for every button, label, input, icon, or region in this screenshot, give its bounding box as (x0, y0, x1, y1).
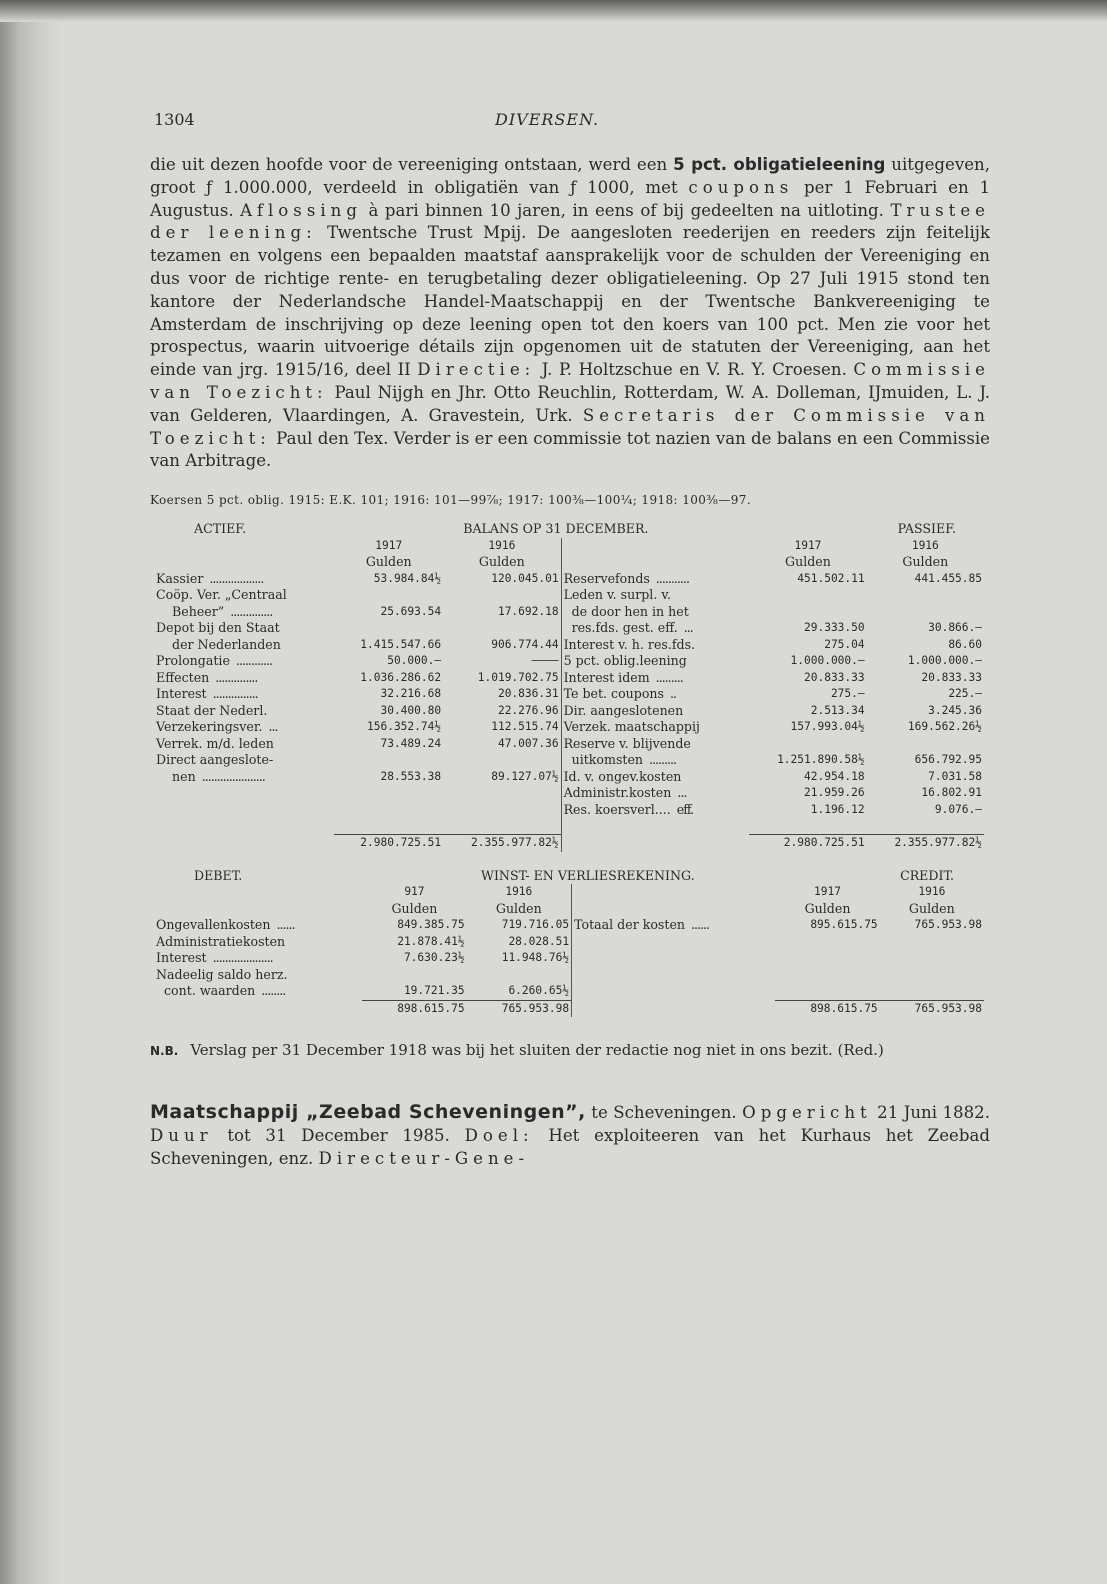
right-value-1916: 16.802.91 (921, 786, 982, 800)
row-label: Verzek. maatschappij (563, 719, 700, 735)
passief-title: PASSIEF. (897, 521, 956, 537)
unit-header: Gulden (908, 900, 955, 916)
table-row (154, 769, 984, 786)
text-run: 21 Juni 1882. (871, 1103, 991, 1123)
right-label (561, 686, 749, 703)
row-label: Interest v. h. res.fds. (563, 636, 696, 652)
unit-header-row (154, 901, 984, 918)
right-value-1917 (775, 967, 879, 984)
right-value-1917 (749, 818, 866, 835)
left-value-1917: 30.400.80 (380, 703, 442, 717)
left-label (154, 653, 334, 670)
left-value-1917: 21.878.41½ (397, 934, 465, 948)
left-value-1917: 19.721.35 (403, 984, 465, 998)
right-label (561, 571, 749, 588)
row-label: Coöp. Ver. „Centraal (156, 587, 287, 603)
row-label: Administr.kosten (563, 785, 672, 801)
left-value-1917 (334, 587, 443, 604)
left-value-1917: 25.693.54 (380, 604, 442, 618)
table-row (154, 670, 984, 687)
right-value-1917 (775, 983, 879, 1000)
year-header: 1916 (488, 538, 516, 552)
leader-dots: ... (677, 785, 687, 801)
year-header-row (154, 538, 984, 555)
text-run: à pari binnen 10 jaren, in eens of bij gedeelten na uitloting. (361, 200, 891, 220)
table-row (154, 686, 984, 703)
row-label: Staat der Nederl. (156, 702, 268, 718)
left-value-1916: 6.260.65½ (508, 984, 570, 998)
left-value-1917: 1.036.286.62 (360, 670, 442, 684)
left-value-1916: 11.948.76½ (501, 951, 570, 965)
table-row (154, 653, 984, 670)
table-row (154, 637, 984, 654)
leader-dots: ......... (655, 669, 683, 685)
profit-loss-rows (154, 917, 984, 1000)
right-value-1916 (867, 587, 984, 604)
right-value-1916: 30.866.— (928, 621, 982, 635)
table-row (154, 950, 984, 967)
left-value-1917 (334, 818, 443, 835)
total-value: 898.615.75 (775, 1000, 879, 1017)
row-label: de door hen in het (563, 603, 689, 619)
row-label: der Nederlanden (156, 636, 281, 652)
left-label (154, 571, 334, 588)
left-label (154, 934, 362, 951)
spaced-term: Secretaris der Commissie van Toezicht: (150, 405, 990, 448)
left-value-1916: 47.007.36 (497, 736, 559, 750)
right-label (561, 719, 749, 736)
left-label (154, 670, 334, 687)
right-value-1916 (880, 983, 984, 1000)
leader-dots: .................. (209, 570, 264, 586)
table-row (154, 934, 984, 951)
unit-header: Gulden (785, 554, 831, 570)
right-value-1916: 20.833.33 (921, 670, 982, 684)
left-value-1917: 32.216.68 (380, 687, 442, 701)
table-row (154, 719, 984, 736)
left-value-1916 (443, 802, 561, 819)
row-label: Totaal der kosten (574, 917, 686, 933)
koersen-line: Koersen 5 pct. oblig. 1915: E.K. 101; 1916: 101—99⅞; 1917: 100⅜—100¼; 1918: 100⅜—97. (150, 493, 752, 508)
row-label: 5 pct. oblig.leening (563, 653, 687, 669)
left-label (154, 736, 334, 753)
spaced-term: Commissie van Toezicht: (150, 360, 990, 402)
right-value-1917 (749, 604, 866, 621)
right-value-1916 (880, 934, 984, 951)
left-label (154, 703, 334, 720)
leader-dots: .............. (230, 603, 273, 619)
actief-title: ACTIEF. (194, 521, 247, 537)
right-label (561, 653, 749, 670)
right-value-1917 (775, 950, 879, 967)
row-label: cont. waarden (156, 983, 256, 999)
left-value-1916 (443, 587, 561, 604)
left-value-1917: 50.000.— (387, 654, 442, 668)
row-label: Kassier (156, 570, 204, 586)
row-label: Interest idem (563, 669, 650, 685)
right-value-1917: 29.333.50 (804, 621, 865, 635)
total-value: 2.355.977.82½ (867, 835, 984, 852)
right-value-1917 (749, 736, 866, 753)
right-value-1916 (867, 604, 984, 621)
unit-header: Gulden (804, 900, 851, 916)
right-label (572, 917, 776, 934)
text-run: Het exploiteeren van het Kurhaus het Zeebad Scheveningen, enz. (150, 1126, 990, 1169)
row-label: Verrek. m/d. leden (156, 735, 274, 751)
scan-shadow-left (0, 0, 62, 1584)
row-label: Reservefonds (563, 570, 650, 586)
left-value-1916: 1.019.702.75 (477, 670, 559, 684)
balance-rows (154, 571, 984, 835)
table-row (154, 752, 984, 769)
unit-header: Gulden (478, 554, 525, 570)
right-label (561, 818, 749, 835)
spaced-term: Doel: (464, 1126, 534, 1146)
right-value-1917: 2.513.34 (810, 703, 865, 717)
table-row (154, 785, 984, 802)
row-label: Direct aangeslote- (156, 752, 274, 768)
left-value-1917 (362, 967, 466, 984)
left-label (154, 637, 334, 654)
text-run: J. P. Holtzschue en V. R. Y. Croesen. (535, 360, 854, 380)
leader-dots: .............. (215, 669, 258, 685)
leader-dots: ............... (212, 686, 258, 702)
page-number: 1304 (154, 110, 195, 129)
right-value-1917: 1.251.890.58½ (777, 753, 865, 767)
left-value-1917: 849.385.75 (397, 918, 465, 932)
right-label (561, 587, 749, 604)
total-row (154, 835, 984, 852)
row-label: Ongevallenkosten (156, 917, 271, 933)
right-value-1916: 225.— (948, 687, 982, 701)
row-label: Res. koersverl.... (563, 801, 671, 817)
table-title-row (154, 868, 984, 885)
left-value-1916: 28.028.51 (508, 934, 570, 948)
left-label (154, 802, 334, 819)
leader-dots: ...... (691, 917, 710, 933)
row-label: Administratiekosten (156, 933, 286, 949)
table-row (154, 620, 984, 637)
right-value-1917: 275.— (830, 687, 865, 701)
unit-header: Gulden (902, 554, 949, 570)
table-row (154, 571, 984, 588)
total-value: 2.355.977.82½ (443, 835, 561, 852)
loan-title: 5 pct. obligatieleening (673, 155, 886, 174)
row-label: Effecten (156, 669, 210, 685)
total-value: 765.953.98 (880, 1000, 984, 1017)
total-value: 898.615.75 (362, 1000, 466, 1017)
left-value-1916: 22.276.96 (497, 703, 559, 717)
right-value-1917: 895.615.75 (810, 918, 878, 932)
row-label: Nadeelig saldo herz. (156, 966, 288, 982)
right-label (561, 802, 749, 819)
right-value-1917: 1.000.000.— (790, 654, 865, 668)
right-label (561, 769, 749, 786)
leader-dots: ......... (649, 752, 677, 768)
right-value-1916: 7.031.58 (928, 769, 982, 783)
right-value-1916: 3.245.36 (928, 703, 982, 717)
row-label: Beheer” (156, 603, 225, 619)
left-value-1916 (467, 967, 572, 984)
left-label (154, 587, 334, 604)
right-value-1916: 656.792.95 (914, 753, 982, 767)
year-header: 1916 (505, 885, 533, 899)
right-value-1916: 1.000.000.— (907, 654, 982, 668)
year-header: 1917 (814, 885, 841, 899)
right-value-1916 (880, 967, 984, 984)
left-value-1917: 73.489.24 (380, 736, 442, 750)
left-value-1917: 1.415.547.66 (360, 637, 442, 651)
year-header-row (154, 884, 984, 901)
right-value-1916: 86.60 (948, 637, 982, 651)
leader-dots: ...... (276, 917, 295, 933)
text-run: Paul Nijgh en Jhr. Otto Reuchlin, Rotterdam, W. A. Dolleman, IJmuiden, L. J. van Gelderen, Vlaardingen, A. Gravestein, Urk. (150, 382, 990, 425)
year-header: 1917 (794, 538, 822, 552)
left-label (154, 983, 362, 1000)
year-header: 917 (404, 885, 425, 899)
left-value-1916: ———— (531, 654, 559, 668)
spaced-term: Duur (150, 1126, 213, 1146)
table-row (154, 967, 984, 984)
winst-title: WINST- EN VERLIESREKENING. (481, 867, 695, 883)
spaced-term: Directie: (417, 360, 536, 380)
table-row (154, 983, 984, 1000)
running-header (150, 110, 990, 136)
leader-dots: ... (268, 719, 278, 735)
balance-sheet-table (154, 521, 984, 852)
row-label: Leden v. surpl. v. (563, 587, 671, 603)
right-value-1917 (749, 587, 866, 604)
row-label: Id. v. ongev.kosten (563, 768, 682, 784)
year-header: 1916 (911, 538, 939, 552)
table-row (154, 818, 984, 835)
table-title-row (154, 521, 984, 538)
leader-dots: ........ (261, 983, 286, 999)
left-label (154, 818, 334, 835)
row-label: uitkomsten (563, 752, 644, 768)
leader-dots: .. (670, 686, 677, 702)
profit-loss-table (154, 868, 984, 1018)
left-value-1917 (334, 785, 443, 802)
left-label (154, 917, 362, 934)
left-label (154, 620, 334, 637)
right-label (572, 983, 776, 1000)
right-value-1916 (867, 736, 984, 753)
credit-title: CREDIT. (900, 867, 954, 883)
left-value-1916: 17.692.18 (497, 604, 559, 618)
left-value-1916: 719.716.05 (501, 918, 570, 932)
left-label (154, 769, 334, 786)
table-row (154, 703, 984, 720)
nb-label: N.B. (150, 1044, 179, 1059)
right-value-1916: 9.076.— (934, 802, 982, 816)
right-value-1917: 21.959.26 (804, 786, 865, 800)
right-label (572, 967, 776, 984)
left-label (154, 604, 334, 621)
running-title: DIVERSEN. (495, 110, 600, 129)
right-label (561, 637, 749, 654)
left-value-1916 (443, 752, 561, 769)
text-run: uitgegeven, groot ƒ 1.000.000, verdeeld in obligatiën van ƒ 1000, met (150, 155, 991, 197)
text-run: per 1 Februari en 1 Augustus. (150, 177, 991, 220)
balans-title: BALANS OP 31 DECEMBER. (463, 521, 649, 537)
row-label: Te bet. coupons (563, 686, 665, 702)
left-value-1916 (443, 818, 561, 835)
spaced-term: Directeur-Gene- (318, 1149, 530, 1169)
year-header: 1917 (375, 538, 403, 552)
row-label: Depot bij den Staat (156, 620, 280, 636)
leader-dots: eff. (676, 801, 694, 817)
left-value-1916: 89.127.07½ (491, 769, 559, 783)
body-paragraph (150, 154, 990, 473)
row-label: Interest (156, 950, 207, 966)
unit-header: Gulden (495, 900, 542, 916)
next-section (150, 1101, 990, 1170)
right-value-1916: 169.562.26½ (907, 720, 982, 734)
left-value-1916 (443, 620, 561, 637)
right-label (572, 950, 776, 967)
left-label (154, 686, 334, 703)
right-value-1916: 765.953.98 (914, 918, 982, 932)
left-value-1917: 156.352.74½ (367, 720, 442, 734)
year-header: 1916 (918, 885, 946, 899)
right-value-1916: 441.455.85 (914, 571, 982, 585)
leader-dots: ............ (235, 653, 272, 669)
scan-shadow-top (0, 0, 1107, 22)
leader-dots: ... (683, 620, 693, 636)
left-label (154, 719, 334, 736)
company-heading: Maatschappij „Zeebad Scheveningen”, (150, 1101, 586, 1124)
right-value-1917: 42.954.18 (804, 769, 865, 783)
table-row (154, 736, 984, 753)
debet-title: DEBET. (194, 867, 243, 883)
right-label (561, 670, 749, 687)
total-row (154, 1000, 984, 1017)
total-value: 2.980.725.51 (749, 835, 866, 852)
nb-note (150, 1041, 990, 1061)
text-run: die uit dezen hoofde voor de vereeniging ontstaan, werd een (150, 155, 674, 174)
table-row (154, 917, 984, 934)
leader-dots: ..................... (201, 768, 265, 784)
left-value-1917 (334, 620, 443, 637)
right-label (561, 620, 749, 637)
left-value-1916: 20.836.31 (497, 687, 559, 701)
spaced-term: Trustee der leening: (150, 200, 990, 243)
left-value-1916: 120.045.01 (491, 571, 559, 585)
left-value-1917: 53.984.84½ (373, 571, 442, 585)
table-row (154, 604, 984, 621)
spaced-term: Aflossing (240, 200, 362, 220)
text-run: Twentsche Trust Mpij. De aangesloten reederijen en reeders zijn feitelijk tezamen en volgens een bepaalden maatstaf aansprakelijk voor de schulden der Vereeniging en dus voor de richtige rente- en terugbetaling dezer obligatieleening. Op 27 Juli 1915 stond ten kantore der Nederlandsche Handel-Maatschappij en der Twentsche Bankvereeniging te Amsterdam de inschrijving op deze leening open tot den koers van 100 pct. Men zie voor het prospectus, waarin uitvoerige détails zijn opgenomen uit de statuten der Vereeniging, aan het einde van jrg. 1915/16, deel II (150, 223, 990, 380)
left-value-1917 (334, 802, 443, 819)
table-row (154, 802, 984, 819)
right-value-1916 (880, 950, 984, 967)
right-label (572, 934, 776, 951)
right-value-1916 (867, 818, 984, 835)
left-label (154, 967, 362, 984)
table-row (154, 587, 984, 604)
spaced-term: coupons (688, 177, 794, 197)
row-label: nen (156, 768, 196, 784)
right-value-1917: 157.993.04½ (790, 720, 865, 734)
row-label: Reserve v. blijvende (563, 735, 691, 751)
left-value-1916: 112.515.74 (491, 720, 559, 734)
right-value-1917: 20.833.33 (804, 670, 865, 684)
text-run: te Scheveningen. (585, 1103, 743, 1123)
row-label: Interest (156, 686, 207, 702)
leader-dots: ........... (655, 570, 689, 586)
right-label (561, 703, 749, 720)
nb-text: Verslag per 31 December 1918 was bij het sluiten der redactie nog niet in ons bezit. (Red.) (190, 1041, 884, 1060)
spaced-term: Opgericht (742, 1103, 872, 1123)
text-run: tot 31 December 1985. (212, 1126, 465, 1146)
row-label: Verzekeringsver. (156, 719, 263, 735)
total-value: 765.953.98 (467, 1000, 572, 1017)
left-value-1916 (443, 785, 561, 802)
unit-header: Gulden (365, 554, 412, 570)
row-label: Dir. aangeslotenen (563, 702, 684, 718)
left-value-1917 (334, 752, 443, 769)
right-value-1917: 275.04 (824, 637, 865, 651)
text-run: Paul den Tex. Verder is er een commissie tot nazien van de balans en een Commissie van Arbitrage. (150, 428, 990, 471)
right-label (561, 604, 749, 621)
right-value-1917: 1.196.12 (810, 802, 865, 816)
left-value-1916: 906.774.44 (491, 637, 559, 651)
left-label (154, 785, 334, 802)
page (150, 110, 990, 1170)
right-value-1917 (775, 934, 879, 951)
right-label (561, 736, 749, 753)
right-label (561, 785, 749, 802)
row-label: Prolongatie (156, 653, 230, 669)
left-value-1917: 28.553.38 (380, 769, 442, 783)
left-value-1917: 7.630.23½ (403, 951, 465, 965)
unit-header: Gulden (391, 900, 438, 916)
left-label (154, 950, 362, 967)
row-label: res.fds. gest. eff. (563, 620, 678, 636)
unit-header-row (154, 554, 984, 571)
right-label (561, 752, 749, 769)
right-value-1917: 451.502.11 (797, 571, 865, 585)
total-value: 2.980.725.51 (334, 835, 443, 852)
leader-dots: .................... (212, 950, 273, 966)
left-label (154, 752, 334, 769)
